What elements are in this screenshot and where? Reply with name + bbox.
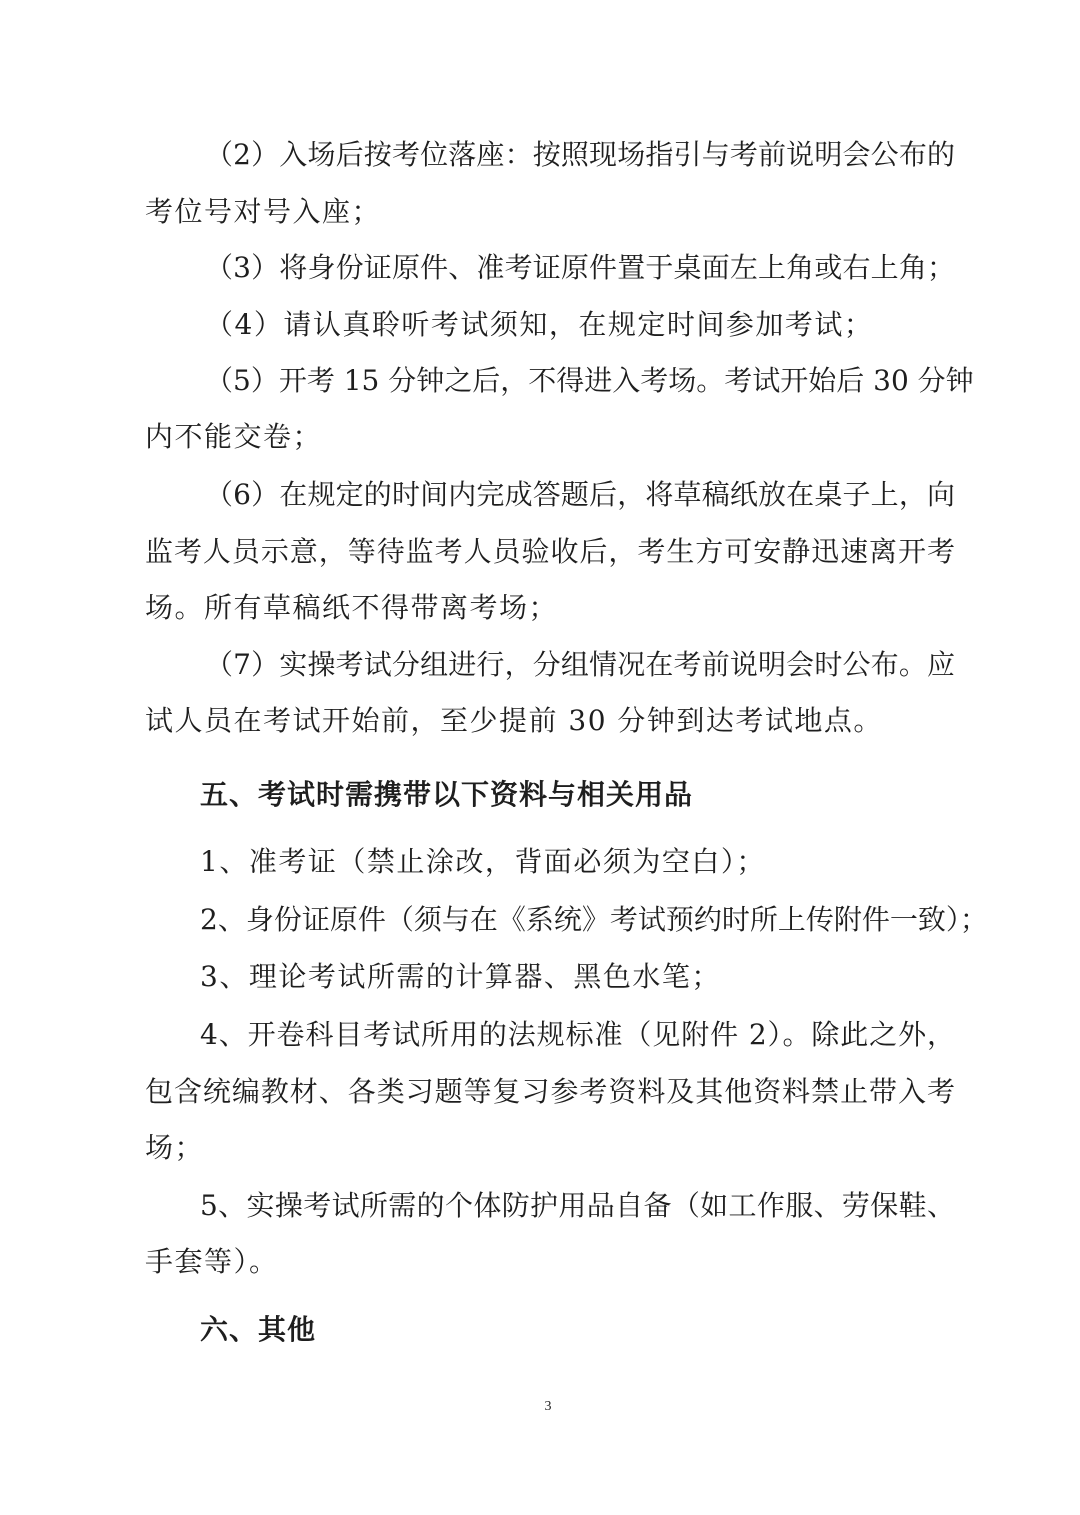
rule-3-line-1: （3）将身份证原件、准考证原件置于桌面左上角或右上角； — [205, 251, 955, 284]
rule-6-line-1: （6）在规定的时间内完成答题后，将草稿纸放在桌子上，向 — [205, 478, 955, 511]
section-5-heading: 五、考试时需携带以下资料与相关用品 — [200, 778, 694, 811]
rule-7-line-2: 试人员在考试开始前，至少提前 30 分钟到达考试地点。 — [145, 704, 883, 737]
rule-2-line-2: 考位号对号入座； — [145, 195, 382, 228]
item-5-line-1: 5、实操考试所需的个体防护用品自备（如工作服、劳保鞋、 — [200, 1189, 955, 1222]
rule-7-line-1: （7）实操考试分组进行，分组情况在考前说明会时公布。应 — [205, 648, 955, 681]
item-4-line-1: 4、开卷科目考试所用的法规标准（见附件 2）。除此之外， — [200, 1018, 955, 1051]
rule-4-line-1: （4）请认真聆听考试须知，在规定时间参加考试； — [205, 308, 874, 341]
item-4-line-2: 包含统编教材、各类习题等复习参考资料及其他资料禁止带入考 — [145, 1075, 955, 1108]
item-1-line-1: 1、准考证（禁止涂改，背面必须为空白）； — [200, 845, 766, 878]
rule-6-line-2: 监考人员示意，等待监考人员验收后，考生方可安静迅速离开考 — [145, 535, 955, 568]
item-4-line-3: 场； — [145, 1131, 205, 1164]
item-5-line-2: 手套等）。 — [145, 1245, 279, 1278]
rule-6-line-3: 场。所有草稿纸不得带离考场； — [145, 591, 559, 624]
page-number: 3 — [544, 1399, 552, 1414]
rule-5-line-2: 内不能交卷； — [145, 420, 323, 453]
section-6-heading: 六、其他 — [200, 1313, 317, 1346]
rule-5-line-1: （5）开考 15 分钟之后，不得进入考场。考试开始后 30 分钟 — [205, 364, 974, 397]
item-2-line-1: 2、身份证原件（须与在《系统》考试预约时所上传附件一致）； — [200, 903, 988, 936]
item-3-line-1: 3、理论考试所需的计算器、黑色水笔； — [200, 960, 721, 993]
rule-2-line-1: （2）入场后按考位落座：按照现场指引与考前说明会公布的 — [205, 138, 955, 171]
